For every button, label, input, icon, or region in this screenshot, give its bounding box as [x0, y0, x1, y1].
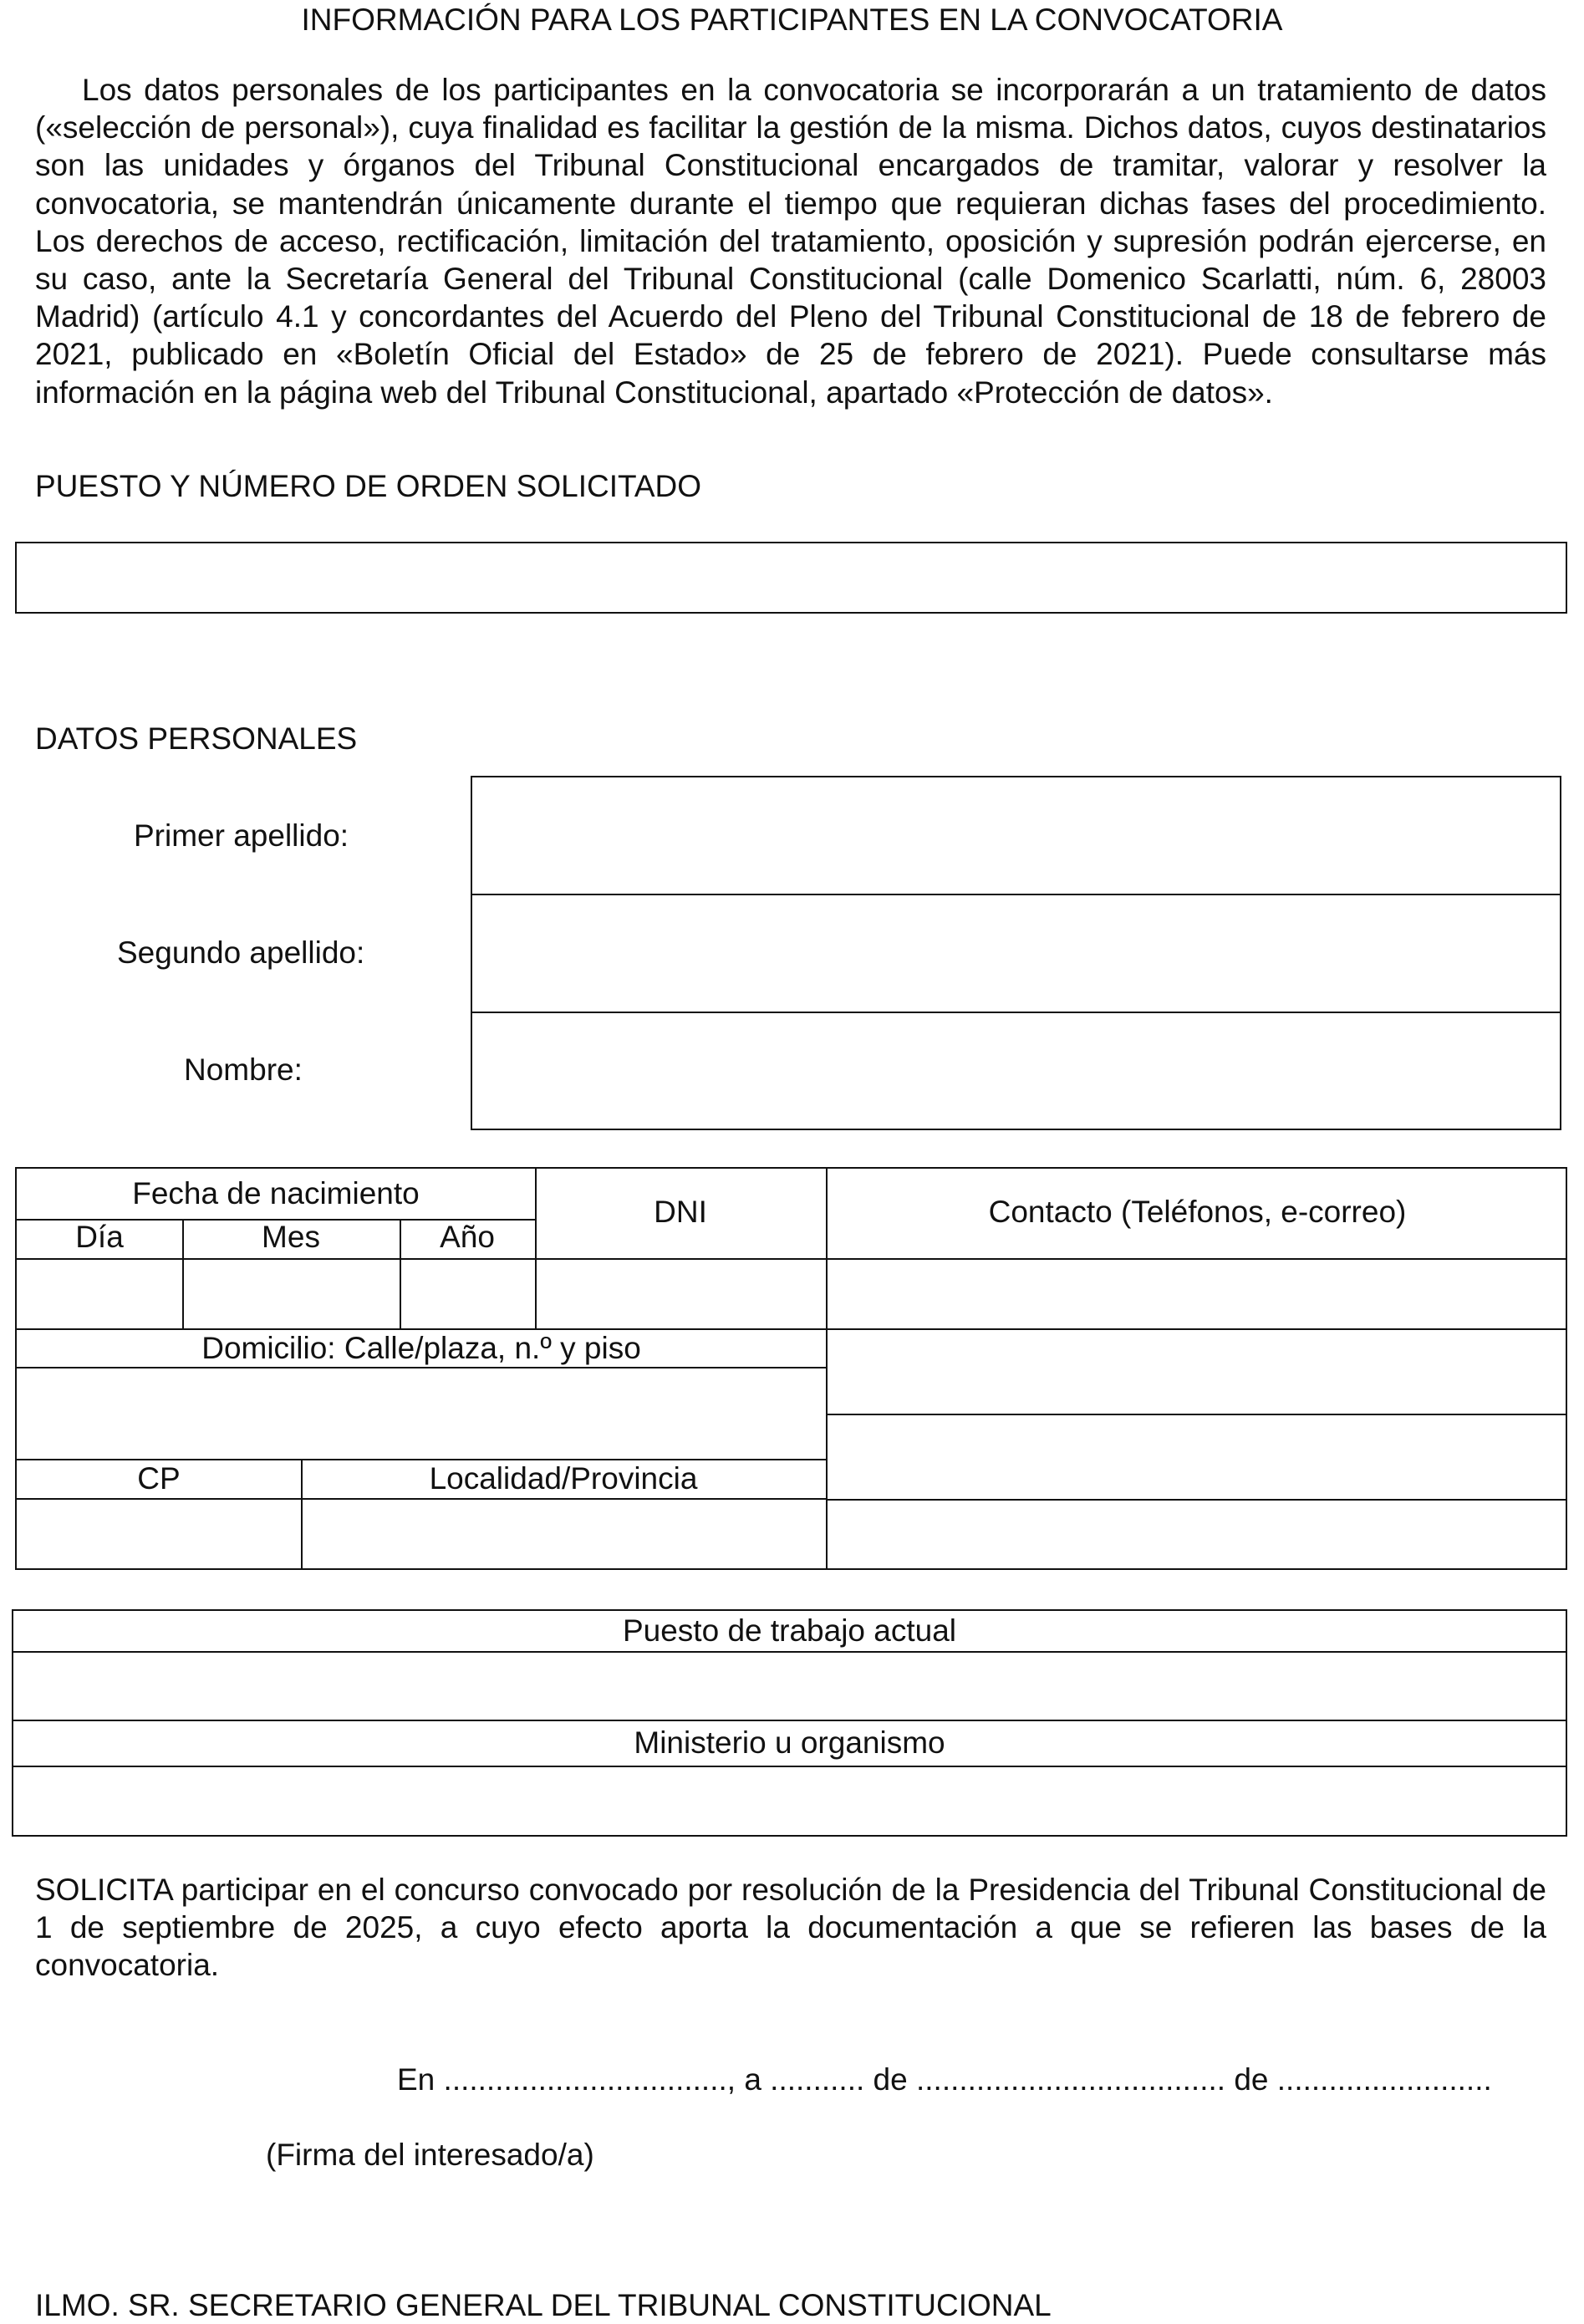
domicilio-field[interactable]	[17, 1368, 826, 1459]
personal-names-box	[471, 776, 1561, 1130]
puesto-actual-field[interactable]	[13, 1653, 1566, 1720]
nombre-label: Nombre:	[184, 1052, 303, 1087]
fecha-nacimiento-header: Fecha de nacimiento	[132, 1176, 420, 1210]
firma-label: (Firma del interesado/a)	[266, 2138, 594, 2172]
dni-header: DNI	[654, 1195, 707, 1229]
cp-field[interactable]	[17, 1500, 301, 1568]
dia-header: Día	[75, 1220, 124, 1254]
nombre-field[interactable]	[472, 1013, 1560, 1129]
puesto-solicitado-field[interactable]	[15, 542, 1567, 614]
mes-header: Mes	[262, 1220, 320, 1254]
dia-field[interactable]	[17, 1260, 182, 1328]
cp-header: CP	[137, 1461, 181, 1496]
segundo-apellido-field[interactable]	[472, 895, 1560, 1012]
anio-header: Año	[440, 1220, 495, 1254]
segundo-apellido-label: Segundo apellido:	[117, 935, 365, 970]
dni-field[interactable]	[537, 1260, 826, 1328]
contacto-field-2[interactable]	[828, 1330, 1566, 1414]
puesto-solicitado-heading: PUESTO Y NÚMERO DE ORDEN SOLICITADO	[35, 469, 702, 503]
ministerio-field[interactable]	[13, 1767, 1566, 1835]
solicita-paragraph: SOLICITA participar en el concurso convocado por resolución de la Presidencia del Tribunal Constitucional de 1 de septiembre de 2025, a cuyo efecto aporta la documentación a que se refieren las bases de la convocatoria.	[35, 1873, 1546, 1983]
ministerio-header: Ministerio u organismo	[634, 1725, 945, 1760]
mes-field[interactable]	[184, 1260, 400, 1328]
contacto-field-3[interactable]	[828, 1415, 1566, 1499]
contacto-field-1[interactable]	[828, 1260, 1566, 1328]
primer-apellido-field[interactable]	[472, 777, 1560, 894]
localidad-header: Localidad/Provincia	[429, 1461, 698, 1496]
primer-apellido-label: Primer apellido:	[134, 818, 349, 853]
localidad-field[interactable]	[303, 1500, 826, 1568]
data-protection-paragraph: Los datos personales de los participantes en la convocatoria se incorporarán a un tratamiento de datos («selección de personal»), cuya finalidad es facilitar la gestión de la misma. Dichos datos, cuyos destinatarios son las unidades y órganos del Tribunal Constitucional encargados de tramitar, valorar y resolver la convocatoria, se mantendrán únicamente durante el tiempo que requieran dichas fases del procedimiento. Los derechos de acceso, rectificación, limitación del tratamiento, oposición y supresión podrán ejercerse, en su caso, ante la Secretaría General del Tribunal Constitucional (calle Domenico Scarlatti, núm. 6, 28003 Madrid) (artículo 4.1 y concordantes del Acuerdo del Pleno del Tribunal Constitucional de 18 de febrero de 2021, publicado en «Boletín Oficial del Estado» de 25 de febrero de 2021). Puede consultarse más información en la página web del Tribunal Constitucional, apartado «Protección de datos».	[35, 73, 1546, 410]
domicilio-header: Domicilio: Calle/plaza, n.º y piso	[201, 1331, 641, 1365]
contacto-header: Contacto (Teléfonos, e-correo)	[988, 1195, 1407, 1229]
contacto-field-4[interactable]	[828, 1501, 1566, 1568]
destinatario: ILMO. SR. SECRETARIO GENERAL DEL TRIBUNAL CONSTITUCIONAL	[35, 2288, 1052, 2322]
fecha-lugar-line[interactable]: En ................................., a ........... de .................................... de .........................	[397, 2062, 1492, 2097]
page-title: INFORMACIÓN PARA LOS PARTICIPANTES EN LA CONVOCATORIA	[301, 3, 1283, 37]
puesto-actual-header: Puesto de trabajo actual	[622, 1613, 957, 1648]
personal-data-table	[15, 1167, 1567, 1570]
datos-personales-heading: DATOS PERSONALES	[35, 721, 358, 756]
current-job-table	[12, 1609, 1567, 1837]
anio-field[interactable]	[401, 1260, 535, 1328]
